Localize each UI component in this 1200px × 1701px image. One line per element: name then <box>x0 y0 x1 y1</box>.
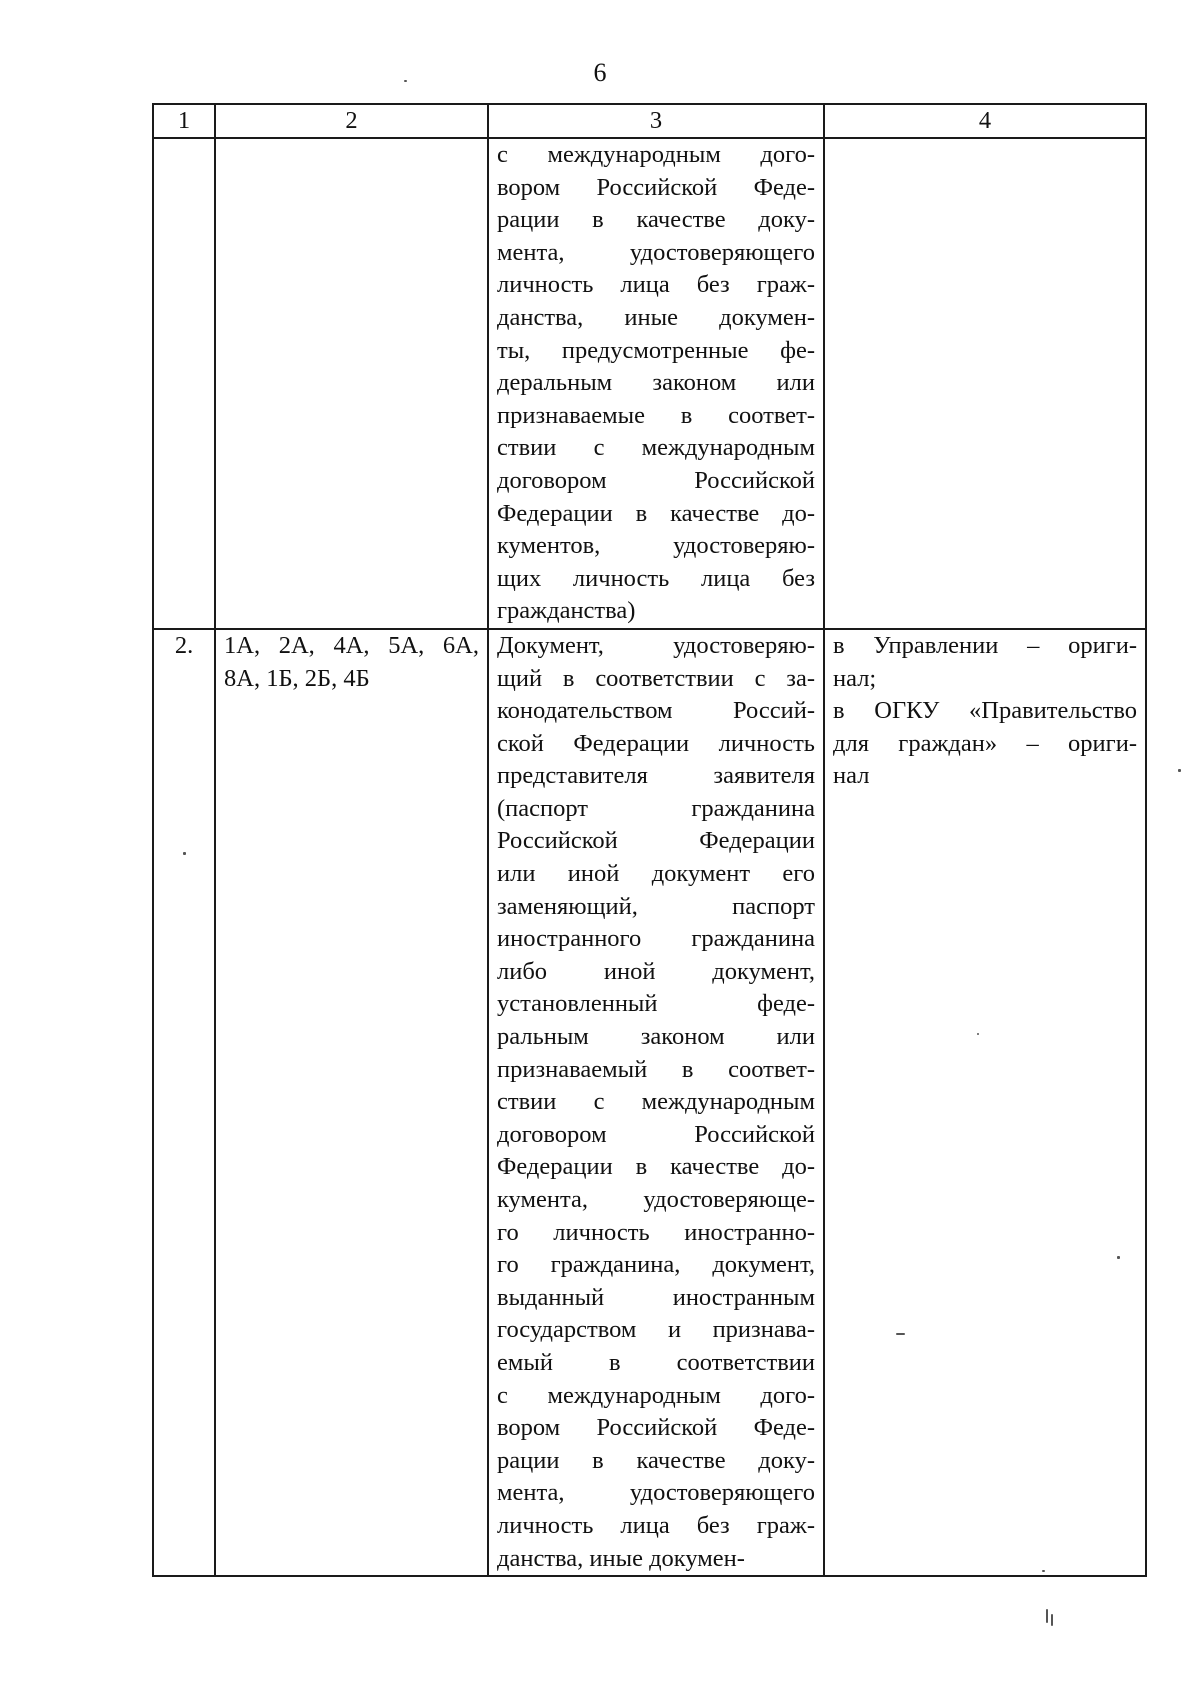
text-line: нал <box>833 762 870 790</box>
text-line: конодательством Россий- <box>497 697 815 725</box>
text-line: представителя заявителя <box>497 762 815 790</box>
row-codes <box>215 629 488 1576</box>
text-line: с международным дого- <box>497 141 815 168</box>
text-line: признаваемый в соответ- <box>497 1055 815 1083</box>
header-col-1: 1 <box>153 104 215 138</box>
scan-speck <box>977 1033 979 1035</box>
scan-speck <box>404 80 407 82</box>
text-line: для граждан» – ориги- <box>833 729 1137 757</box>
text-line: данства, иные докумен- <box>497 1544 745 1572</box>
text-line: с международным дого- <box>497 1381 815 1409</box>
page-number: 6 <box>593 58 607 87</box>
text-line: щих личность лица без <box>497 564 815 592</box>
text-line: ствии с международным <box>497 1088 815 1116</box>
scan-speck <box>1117 1256 1120 1259</box>
text-line: в Управлении – ориги- <box>833 631 1137 659</box>
text-line: рации в качестве доку- <box>497 1446 815 1474</box>
documents-table <box>152 103 1147 1577</box>
table-row <box>153 629 1146 1576</box>
text-line: го гражданина, документ, <box>497 1251 815 1279</box>
text-line: Федерации в качестве до- <box>497 1153 815 1181</box>
text-line: личность лица без граж- <box>497 271 815 299</box>
text-line: деральным законом или <box>497 369 815 397</box>
scan-speck <box>1042 1570 1045 1572</box>
text-line: ствии с международным <box>497 434 815 462</box>
text-line: мента, удостоверяющего <box>497 1479 815 1507</box>
text-line: признаваемые в соответ- <box>497 401 815 429</box>
text-line: ской Федерации личность <box>497 729 815 757</box>
text-line: кументов, удостоверяю- <box>497 532 815 560</box>
text-line: Документ, удостоверяю- <box>497 631 815 659</box>
text-line: вором Российской Феде- <box>497 173 815 201</box>
text-line: вором Российской Феде- <box>497 1414 815 1442</box>
text-line: выданный иностранным <box>497 1283 815 1311</box>
text-line: либо иной документ, <box>497 957 815 985</box>
text-line: установленный феде- <box>497 990 815 1018</box>
row-where <box>824 629 1146 1576</box>
text-line: мента, удостоверяющего <box>497 238 815 266</box>
text-line: иностранного гражданина <box>497 925 815 953</box>
text-line: договором Российской <box>497 1120 815 1148</box>
text-line: в ОГКУ «Правительство <box>833 697 1137 725</box>
text-line: государством и признава- <box>497 1316 815 1344</box>
header-col-3: 3 <box>488 104 824 138</box>
row-where <box>824 138 1146 629</box>
text-line: ты, предусмотренные фе- <box>497 336 815 364</box>
header-col-4: 4 <box>824 104 1146 138</box>
text-line: данства, иные докумен- <box>497 303 815 331</box>
text-line: или иной документ его <box>497 860 815 888</box>
scan-speck <box>1046 1609 1048 1623</box>
scan-speck <box>1051 1614 1053 1626</box>
table-row <box>153 138 1146 629</box>
text-line: договором Российской <box>497 466 815 494</box>
scan-speck <box>183 852 186 855</box>
row-description <box>488 629 824 1576</box>
row-description <box>488 138 824 629</box>
scan-speck <box>1178 769 1181 772</box>
text-line: щий в соответствии с за- <box>497 664 815 692</box>
text-line: Федерации в качестве до- <box>497 499 815 527</box>
text-line: заменяющий, паспорт <box>497 892 815 920</box>
text-line: рации в качестве доку- <box>497 206 815 234</box>
header-col-2: 2 <box>215 104 488 138</box>
scan-speck <box>896 1333 905 1335</box>
text-line: 8А, 1Б, 2Б, 4Б <box>224 664 370 692</box>
text-line: личность лица без граж- <box>497 1511 815 1539</box>
row-number: 2. <box>153 629 215 1576</box>
text-line: 1А, 2А, 4А, 5А, 6А, <box>224 631 479 659</box>
text-line: (паспорт гражданина <box>497 794 815 822</box>
text-line: гражданства) <box>497 597 636 625</box>
text-line: емый в соответствии <box>497 1348 815 1376</box>
text-line: ральным законом или <box>497 1023 815 1051</box>
text-line: нал; <box>833 664 877 692</box>
text-line: Российской Федерации <box>497 827 815 855</box>
text-line: кумента, удостоверяюще- <box>497 1186 815 1213</box>
table-header-row <box>153 104 1146 138</box>
row-number <box>153 138 215 629</box>
row-codes <box>215 138 488 629</box>
text-line: го личность иностранно- <box>497 1218 815 1246</box>
